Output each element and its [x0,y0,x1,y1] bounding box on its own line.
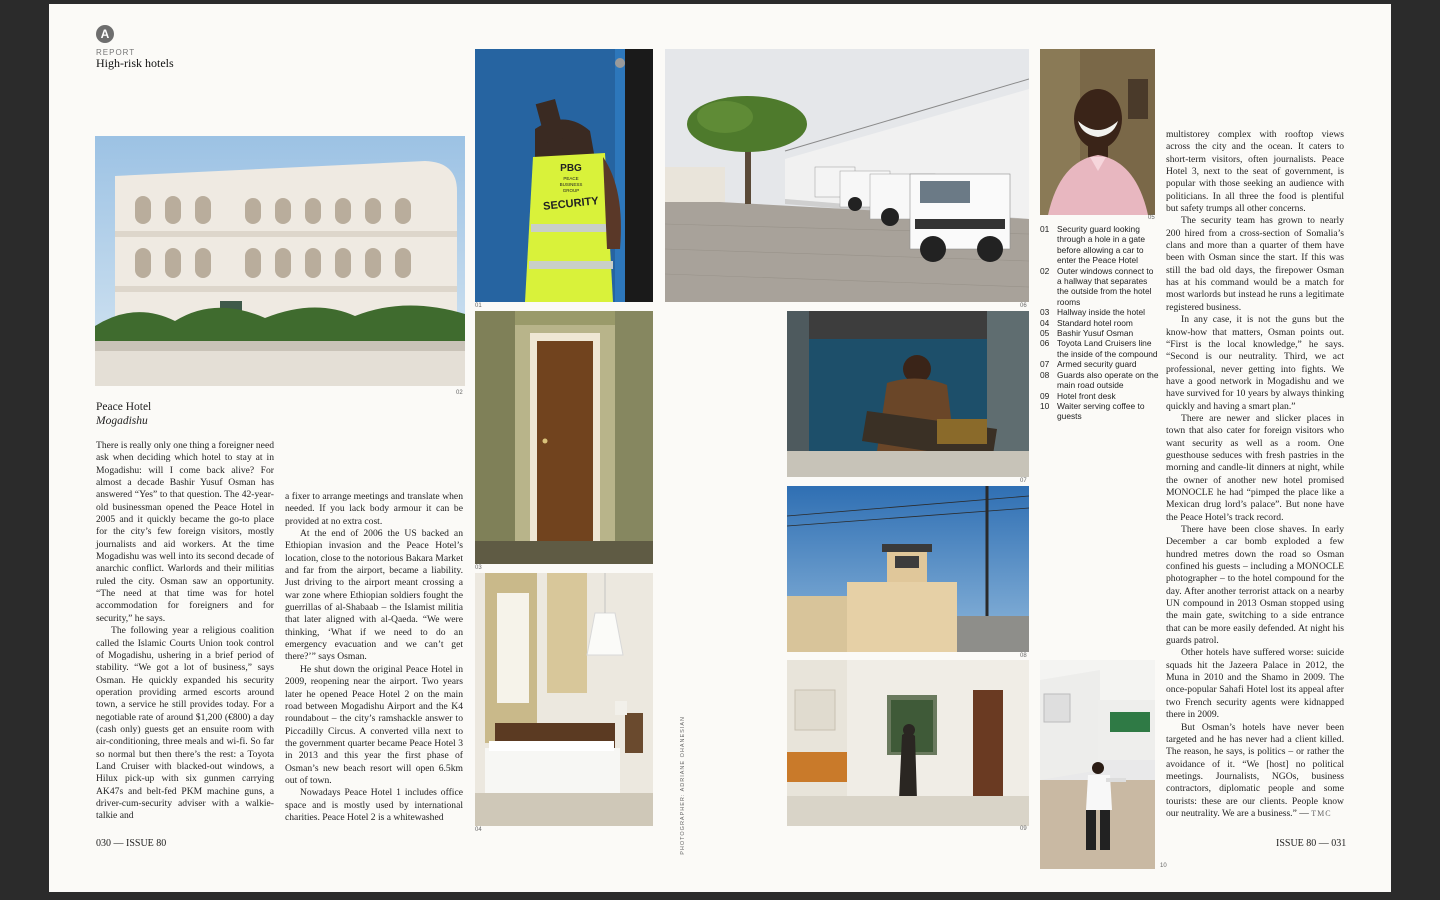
caption-text: Bashir Yusuf Osman [1057,328,1134,339]
photo-portrait [1040,49,1155,215]
photo-hallway [475,311,653,564]
paragraph: He shut down the original Peace Hotel in 2009, reopening near the airport. Two years later he opened Peace Hotel 2 on the main road between Mogadishu Airport and the K4 roundabout – the city’s ramshackle answer to Piccadilly Circus. A converted villa next to the government quarter became Peace Hotel 3 in 2013 and this year the first phase of Osman’s new beach resort will open 6.5km out of town. [285,663,463,786]
caption-text: Hallway inside the hotel [1057,307,1145,318]
folio-left: 030 — ISSUE 80 [96,838,167,849]
paragraph: In any case, it is not the guns but the know-how that matters, Osman points out. “First is the local knowledge,” he says. “Second is our neutrality. Third, we act professional, never getting into fights. We have a good network in Mogadishu and we have survived for 10 years by always thinking quickly and having a smart plan.” [1166,314,1344,412]
vest-text: PBG [560,163,582,174]
caption [1040,370,1160,391]
caption-number: 03 [1040,307,1050,318]
photo-guard-tower [787,486,1029,652]
caption-number: 05 [1040,328,1050,339]
hotel-name: Peace Hotel [96,401,152,413]
caption-text: Toyota Land Cruisers line the inside of the compound [1057,338,1158,359]
author-initials: TMC [1311,808,1332,818]
magazine-spread [49,4,1391,892]
caption-text: Armed security guard [1057,359,1137,370]
paragraph: Other hotels have suffered worse: suicide squads hit the Jazeera Palace in 2012, the Muna in 2010 and the Shamo in 2009. The once-popular Sahafi Hotel lost its appeal after two French security agents were kidnapped there in 2009. [1166,647,1344,721]
vest-text: BUSINESS [559,182,583,187]
article-column-1 [96,440,274,823]
photo-number: 08 [1020,653,1027,659]
caption-text: Security guard looking through a hole in a gate before allowing a car to enter the Peace Hotel [1057,224,1146,266]
photo-number: 07 [1020,478,1027,484]
paragraph: The security team has grown to nearly 200 hired from a cross-section of Somalia’s clans and more than a quarter of them have been with Osman since the start. If this was still the bad old days, the firepower Osman has at his command would be a match for most warlords but instead he runs a legitimate registered business. [1166,215,1344,313]
photo-number: 03 [475,565,482,571]
caption [1040,359,1160,369]
article-column-3 [1166,129,1344,820]
hotel-city: Mogadishu [96,415,148,427]
photo-number: 09 [1020,826,1027,832]
caption [1040,318,1160,328]
section-kicker: REPORT [96,48,136,57]
photo-number: 04 [475,827,482,833]
photo-number: 10 [1160,863,1167,869]
paragraph: There are newer and slicker places in town that also cater for foreign visitors who want security as well as a room. One guesthouse seduces with fresh pastries in the morning and candle-lit dinners at night, while the owner of another new hotel promised MONOCLE he had “pimped the place like a Mexican drug lord’s palace”. But none have the Peace Hotel’s track record. [1166,412,1344,523]
paragraph: The following year a religious coalition called the Islamic Courts Union took control of Mogadishu, ushering in a brief period of stability. “We got a lot of business,” says Osman. He quickly expanded his security operation providing armed escorts around town, a service he still provides today. For a negotiable rate of around $1,200 (€800) a day (cash only) guests get an ensuite room with air-conditioning, three meals and wi-fi. So far so normal but then there’s the rest: a Toyota Land Cruiser with blacked-out windows, a Hilux pick-up with six gunmen carrying AK47s and belt-fed PKM machine guns, a driver-cum-security adviser with a walkie-talkie and [96,625,274,822]
photo-number: 01 [475,303,482,309]
section-badge: A [96,25,114,43]
caption [1040,224,1160,266]
paragraph: At the end of 2006 the US backed an Ethiopian invasion and the Peace Hotel’s location, close to the notorious Bakara Market and far from the airport, became a liability. Just driving to the airport meant crossing a war zone where Ethiopian soldiers fought the guerrillas of al-Shabaab – the Islamist militia that later aligned with al-Qaeda. “We were thinking, ‘What if we need to do an emergency evacuation and we can’t get there?’” says Osman. [285,528,463,663]
caption-number: 04 [1040,317,1050,328]
paragraph [1166,722,1344,821]
caption [1040,401,1160,422]
photo-armed-guard [787,311,1029,477]
caption-number: 10 [1040,400,1050,411]
caption [1040,338,1160,359]
photo-security-guard [475,49,653,302]
caption [1040,266,1160,308]
article-column-2 [285,491,463,824]
caption-text: Standard hotel room [1057,317,1133,328]
paragraph: multistorey complex with rooftop views across the city and the ocean. It caters to short-term visitors, often journalists. Peace Hotel 3, next to the seat of government, is popular with those seeking an audience with politicians. In all three the food is plentiful but safety trumps all other concerns. [1166,129,1344,215]
vest-text: GROUP [562,188,580,193]
photo-number: 06 [1020,303,1027,309]
caption-number: 07 [1040,359,1050,370]
caption-text: Guards also operate on the main road outside [1057,369,1159,391]
photo-front-desk [787,660,1029,826]
caption-number: 08 [1040,369,1050,380]
caption-text: Outer windows connect to a hallway that separates the outside from the hotel rooms [1057,265,1154,307]
caption [1040,391,1160,401]
caption [1040,307,1160,317]
paragraph-text: But Osman’s hotels have never been targeted and he has never had a client killed. The reason, he says, is politics – or rather the avoidance of it. “We [host] no political meetings. Journalists, NGOs, business contractors, diplomatic people and some tourists: these are our clients. People know our neutrality. We are a business.” — [1166,721,1344,819]
caption-list [1040,224,1160,422]
photo-hotel-exterior [95,136,465,386]
caption-number: 09 [1040,390,1050,401]
photo-number: 05 [1148,215,1155,221]
photo-land-cruisers [665,49,1029,302]
paragraph: There is really only one thing a foreigner need ask when deciding which hotel to stay at in Mogadishu: will I come back alive? For almost a decade Bashir Yusuf Osman has answered “Yes” to that question. The 42-year-old businessman opened the Peace Hotel in 2005 and it quickly became the go-to place for the city’s few foreign visitors, mostly journalists and aid workers. At the time Mogadishu was well into its second decade of anarchic conflict. Warlords and their militias ruled the city. Osman saw an opportunity. “The need at that time was for hotel accommodation for foreigners and for security,” he says. [96,440,274,624]
vest-text: PEACE [563,176,579,181]
caption-text: Hotel front desk [1057,390,1116,401]
photo-number: 02 [456,390,463,396]
paragraph: There have been close shaves. In early December a car bomb exploded a few hundred metres down the road so Osman confined his guests – including a MONOCLE photographer – to the hotel compound for the day. After another terrorist attack on a nearby UN compound in 2013 Osman stopped using the main gate, switching to a side entrance that can be more easily defended. At night his guards patrol. [1166,524,1344,647]
folio-right: ISSUE 80 — 031 [1276,838,1347,849]
photo-credit: PHOTOGRAPHER: ADRIANE OHANESIAN [680,716,686,855]
paragraph: a fixer to arrange meetings and translate when needed. If you lack body armour it can be provided at no extra cost. [285,491,463,527]
section-title: High-risk hotels [96,56,174,70]
paragraph: Nowadays Peace Hotel 1 includes office space and is mostly used by international charities. Peace Hotel 2 is a whitewashed [285,787,463,823]
caption-number: 02 [1040,265,1050,276]
photo-waiter [1040,660,1155,869]
caption-number: 06 [1040,338,1050,349]
caption-text: Waiter serving coffee to guests [1057,400,1145,422]
caption-number: 01 [1040,224,1050,234]
photo-hotel-room [475,573,653,826]
vest-text: SECURITY [542,195,600,213]
caption [1040,328,1160,338]
